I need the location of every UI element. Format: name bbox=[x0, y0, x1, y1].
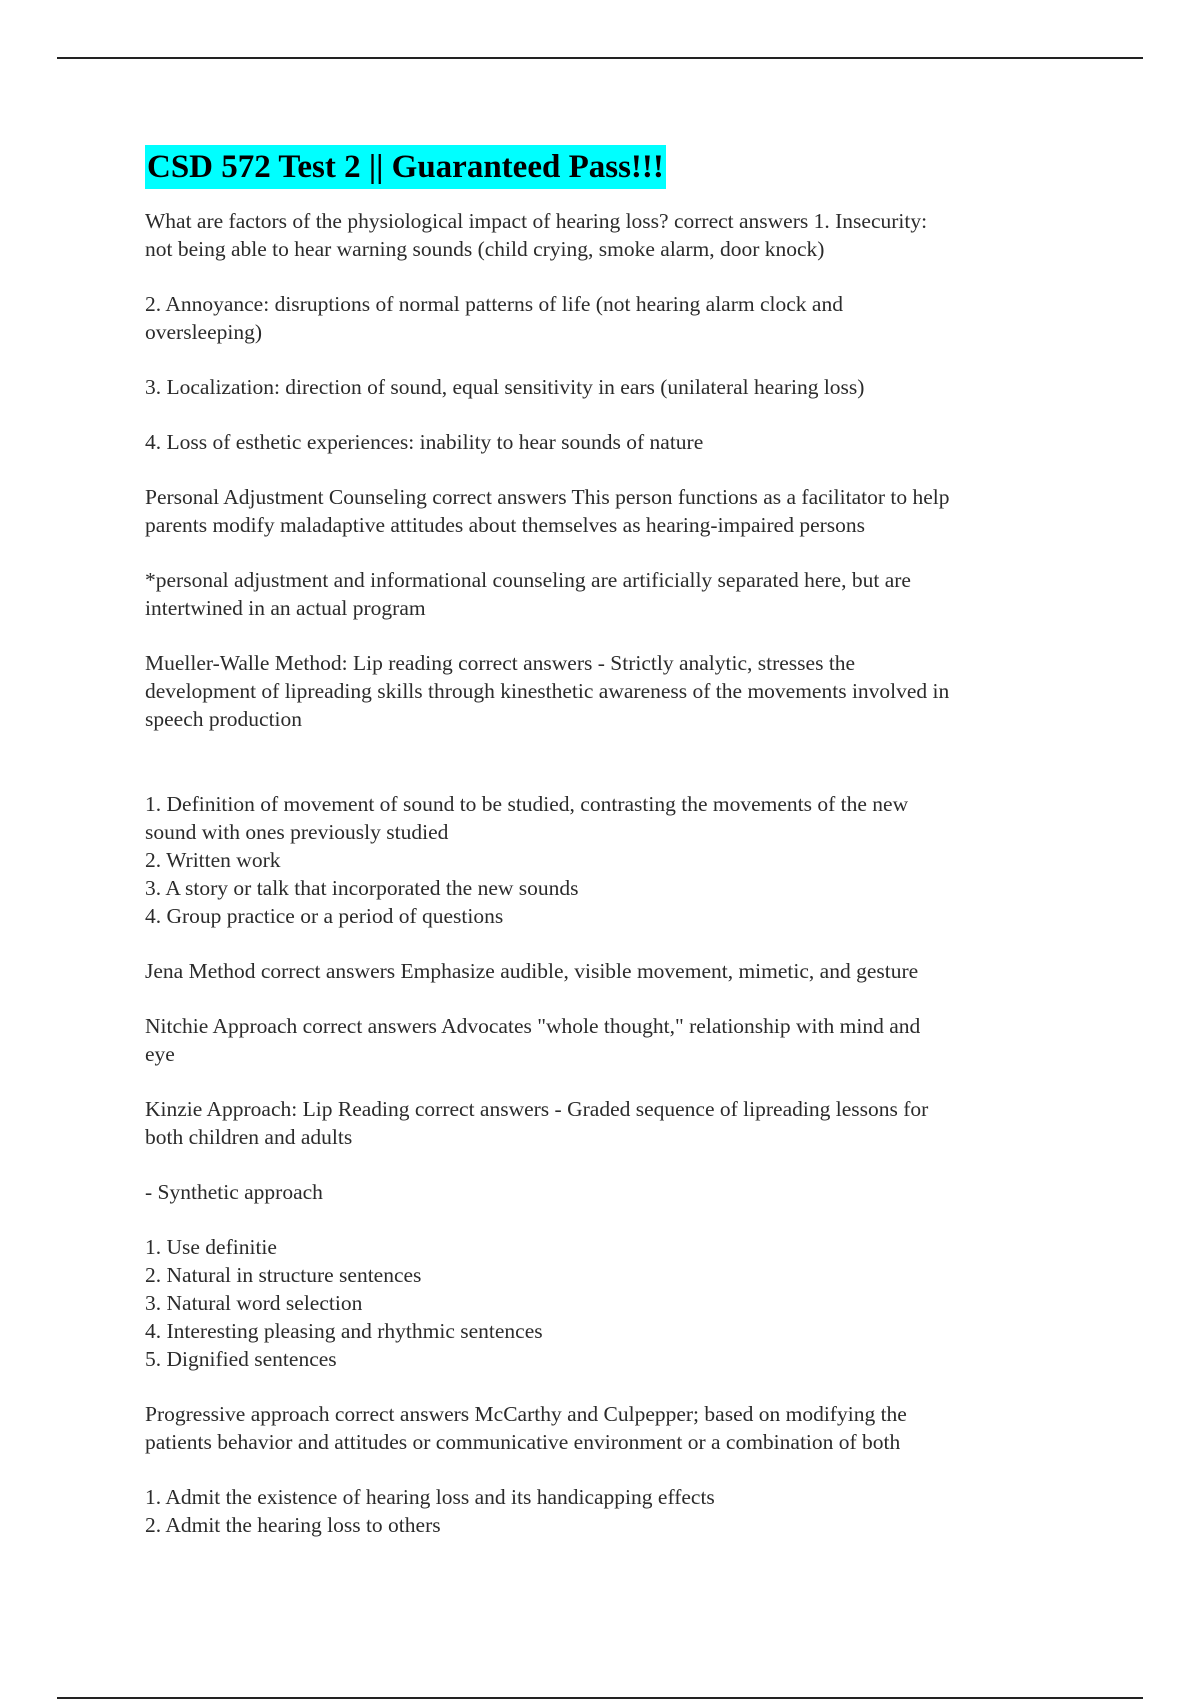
paragraph-line: not being able to hear warning sounds (child crying, smoke alarm, door knock) bbox=[145, 237, 825, 261]
document-title: CSD 572 Test 2 || Guaranteed Pass!!! bbox=[145, 145, 666, 189]
paragraph bbox=[145, 957, 1065, 985]
paragraph-line: 2. Annoyance: disruptions of normal patterns of life (not hearing alarm clock and bbox=[145, 292, 843, 316]
paragraph-line: parents modify maladaptive attitudes about themselves as hearing-impaired persons bbox=[145, 513, 866, 537]
paragraph-line: sound with ones previously studied bbox=[145, 820, 449, 844]
paragraph-line: intertwined in an actual program bbox=[145, 596, 426, 620]
paragraph bbox=[145, 649, 1065, 733]
paragraph-line: 1. Use definitie bbox=[145, 1235, 277, 1259]
paragraph-line: Progressive approach correct answers McCarthy and Culpepper; based on modifying the bbox=[145, 1402, 907, 1426]
paragraph-line: 1. Definition of movement of sound to be studied, contrasting the movements of the new bbox=[145, 792, 909, 816]
paragraph bbox=[145, 1483, 1065, 1539]
paragraph-line: Kinzie Approach: Lip Reading correct answers - Graded sequence of lipreading lessons for bbox=[145, 1097, 929, 1121]
paragraph bbox=[145, 1400, 1065, 1456]
paragraph-line: 3. Localization: direction of sound, equal sensitivity in ears (unilateral hearing loss) bbox=[145, 375, 865, 399]
paragraph bbox=[145, 207, 1065, 263]
paragraph-line: - Synthetic approach bbox=[145, 1180, 323, 1204]
paragraph-line: Personal Adjustment Counseling correct answers This person functions as a facilitator to help bbox=[145, 485, 950, 509]
paragraph bbox=[145, 1012, 1065, 1068]
paragraph bbox=[145, 483, 1065, 539]
paragraph bbox=[145, 566, 1065, 622]
paragraph bbox=[145, 428, 1065, 456]
paragraph-line: 3. A story or talk that incorporated the new sounds bbox=[145, 876, 579, 900]
paragraph-line: 1. Admit the existence of hearing loss and its handicapping effects bbox=[145, 1485, 715, 1509]
paragraph bbox=[145, 1233, 1065, 1373]
paragraph-line: Jena Method correct answers Emphasize audible, visible movement, mimetic, and gesture bbox=[145, 959, 919, 983]
paragraph-line: oversleeping) bbox=[145, 320, 263, 344]
bottom-rule bbox=[57, 1697, 1143, 1699]
paragraph-line: Nitchie Approach correct answers Advocates "whole thought," relationship with mind and bbox=[145, 1014, 921, 1038]
paragraph bbox=[145, 1178, 1065, 1206]
paragraph-list bbox=[145, 207, 1065, 1539]
paragraph-line: 2. Natural in structure sentences bbox=[145, 1263, 422, 1287]
paragraph-line: 2. Written work bbox=[145, 848, 281, 872]
paragraph bbox=[145, 1095, 1065, 1151]
paragraph-line: Mueller-Walle Method: Lip reading correct answers - Strictly analytic, stresses the bbox=[145, 651, 856, 675]
paragraph-line: 4. Group practice or a period of questions bbox=[145, 904, 504, 928]
document-body bbox=[145, 145, 1065, 1566]
paragraph-line: both children and adults bbox=[145, 1125, 353, 1149]
paragraph-line: eye bbox=[145, 1042, 175, 1066]
paragraph-line: 5. Dignified sentences bbox=[145, 1347, 337, 1371]
paragraph-line: patients behavior and attitudes or communicative environment or a combination of both bbox=[145, 1430, 901, 1454]
paragraph-line: 3. Natural word selection bbox=[145, 1291, 363, 1315]
paragraph bbox=[145, 790, 1065, 930]
paragraph-line: What are factors of the physiological impact of hearing loss? correct answers 1. Insecurity: bbox=[145, 209, 928, 233]
paragraph-line: 4. Interesting pleasing and rhythmic sentences bbox=[145, 1319, 543, 1343]
paragraph-line: *personal adjustment and informational counseling are artificially separated here, but are bbox=[145, 568, 911, 592]
paragraph-line: 2. Admit the hearing loss to others bbox=[145, 1513, 441, 1537]
paragraph bbox=[145, 290, 1065, 346]
paragraph-line: 4. Loss of esthetic experiences: inability to hear sounds of nature bbox=[145, 430, 704, 454]
top-rule bbox=[57, 57, 1143, 59]
paragraph bbox=[145, 373, 1065, 401]
paragraph-line: development of lipreading skills through kinesthetic awareness of the movements involved in bbox=[145, 679, 950, 703]
paragraph-line: speech production bbox=[145, 707, 303, 731]
